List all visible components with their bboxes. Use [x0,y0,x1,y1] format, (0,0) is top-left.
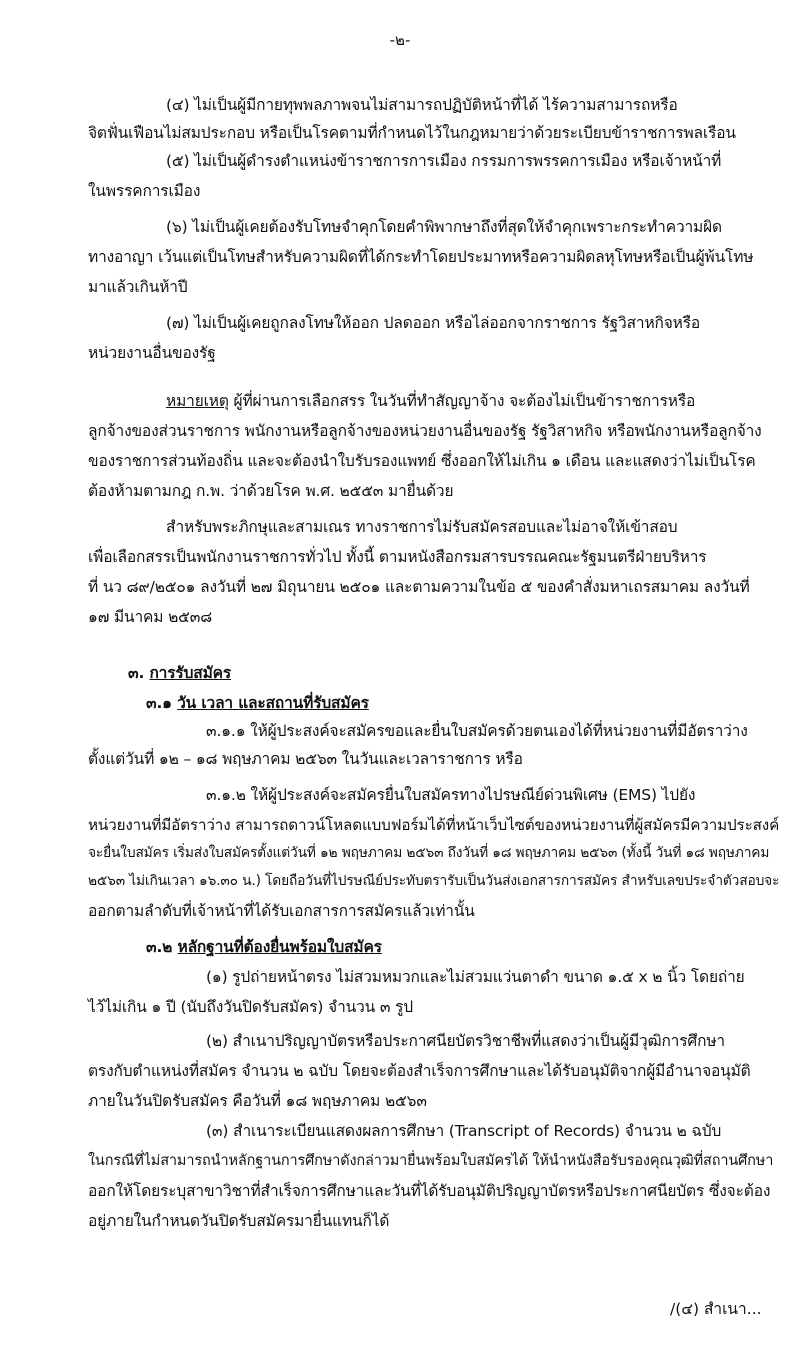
p311-line-2: ตั้งแต่วันที่ ๑๒ – ๑๘ พฤษภาคม ๒๕๖๓ ในวันและเวลาราชการ หรือ [88,750,523,768]
subsection-3-1-title: วัน เวลา และสถานที่รับสมัคร [177,694,369,712]
qual-7-line-1: (๗) ไม่เป็นผู้เคยถูกลงโทษให้ออก ปลดออก หรือไล่ออกจากราชการ รัฐวิสาหกิจหรือ [166,314,701,332]
subsection-3-2-title: หลักฐานที่ต้องยื่นพร้อมใบสมัคร [177,938,382,956]
note-line-1-text: ผู้ที่ผ่านการเลือกสรร ในวันที่ทำสัญญาจ้าง จะต้องไม่เป็นข้าราชการหรือ [228,392,696,410]
note-line-2: ลูกจ้างของส่วนราชการ พนักงานหรือลูกจ้างของหน่วยงานอื่นของรัฐ รัฐวิสาหกิจ หรือพนักงานหรือลูกจ้าง [88,422,762,440]
note-label: หมายเหตุ [166,392,229,410]
doc-3-line-4: อยู่ภายในกำหนดวันปิดรับสมัครมายื่นแทนก็ได้ [88,1212,390,1230]
p312-line-1: ๓.๑.๒ ให้ผู้ประสงค์จะสมัครยื่นใบสมัครทางไปรษณีย์ด่วนพิเศษ (EMS) ไปยัง [206,786,696,804]
doc-3-line-2: ในกรณีที่ไม่สามารถนำหลักฐานการศึกษาดังกล่าวมายื่นพร้อมใบสมัครได้ ให้นำหนังสือรับรองคุณวุฒิที่สถานศึกษา [88,1153,774,1169]
p312-line-5: ออกตามลำดับที่เจ้าหน้าที่ได้รับเอกสารการสมัครแล้วเท่านั้น [88,902,475,920]
doc-3-line-1: (๓) สำเนาระเบียนแสดงผลการศึกษา (Transcript of Records) จำนวน ๒ ฉบับ [206,1122,722,1140]
monks-line-3: ที่ นว ๘๙/๒๕๐๑ ลงวันที่ ๒๗ มิถุนายน ๒๕๐๑ และตามความในข้อ ๕ ของคำสั่งมหาเถรสมาคม ลงวันที่ [88,578,750,596]
doc-2-line-2: ตรงกับตำแหน่งที่สมัคร จำนวน ๒ ฉบับ โดยจะต้องสำเร็จการศึกษาและได้รับอนุมัติจากผู้มีอำนาจอนุมัติ [88,1062,751,1080]
subsection-3-2-number: ๓.๒ [146,938,173,956]
doc-3-line-3: ออกให้โดยระบุสาขาวิชาที่สำเร็จการศึกษาและวันที่ได้รับอนุมัติปริญญาบัตรหรือประกาศนียบัตร ซึ่งจะต้อง [88,1182,771,1200]
p312-line-2: หน่วยงานที่มีอัตราว่าง สามารถดาวน์โหลดแบบฟอร์มได้ที่หน้าเว็บไซต์ของหน่วยงานที่ผู้สมัครมีความประสงค์ [88,816,780,834]
qual-5-line-1: (๕) ไม่เป็นผู้ดำรงตำแหน่งข้าราชการการเมือง กรรมการพรรคการเมือง หรือเจ้าหน้าที่ [166,152,722,170]
doc-1-line-2: ไว้ไม่เกิน ๑ ปี (นับถึงวันปิดรับสมัคร) จำนวน ๓ รูป [88,998,413,1016]
qual-6-line-1: (๖) ไม่เป็นผู้เคยต้องรับโทษจำคุกโดยคำพิพากษาถึงที่สุดให้จำคุกเพราะกระทำความผิด [166,218,722,236]
qual-6-line-2: ทางอาญา เว้นแต่เป็นโทษสำหรับความผิดที่ได้กระทำโดยประมาทหรือความผิดลหุโทษหรือเป็นผู้พ้นโทษ [88,248,754,266]
qual-4-line-2: จิตฟั่นเฟือนไม่สมประกอบ หรือเป็นโรคตามที่กำหนดไว้ในกฎหมายว่าด้วยระเบียบข้าราชการพลเรือน [88,124,736,142]
p312-line-3: จะยื่นใบสมัคร เริ่มส่งใบสมัครตั้งแต่วันที่ ๑๒ พฤษภาคม ๒๕๖๓ ถึงวันที่ ๑๘ พฤษภาคม ๒๕๖๓ (ทั้งนี้ วันที่ ๑๘ พฤษภาคม [88,845,770,861]
p312-line-4: ๒๕๖๓ ไม่เกินเวลา ๑๖.๓๐ น.) โดยถือวันที่ไปรษณีย์ประทับตรารับเป็นวันส่งเอกสารการสมัคร สำหรับเลขประจำตัวสอบจะ [88,873,780,889]
continuation-footer: /(๔) สำเนา... [670,1300,762,1318]
section-3-title: การรับสมัคร [149,664,232,682]
subsection-3-2-heading [146,936,382,958]
qual-6-line-3: มาแล้วเกินห้าปี [88,278,188,296]
qual-4-line-1: (๔) ไม่เป็นผู้มีกายทุพพลภาพจนไม่สามารถปฏิบัติหน้าที่ได้ ไร้ความสามารถหรือ [166,96,678,114]
qual-5-line-2: ในพรรคการเมือง [88,182,201,200]
p311-line-1: ๓.๑.๑ ให้ผู้ประสงค์จะสมัครขอและยื่นใบสมัครด้วยตนเองได้ที่หน่วยงานที่มีอัตราว่าง [206,722,748,740]
page-number: -๒- [389,31,411,49]
subsection-3-1-heading [146,692,369,714]
doc-2-line-3: ภายในวันปิดรับสมัคร คือวันที่ ๑๘ พฤษภาคม ๒๕๖๓ [88,1092,427,1110]
monks-line-1: สำหรับพระภิกษุและสามเณร ทางราชการไม่รับสมัครสอบและไม่อาจให้เข้าสอบ [166,518,678,536]
qual-7-line-2: หน่วยงานอื่นของรัฐ [88,344,216,362]
doc-2-line-1: (๒) สำเนาปริญญาบัตรหรือประกาศนียบัตรวิชาชีพที่แสดงว่าเป็นผู้มีวุฒิการศึกษา [206,1032,725,1050]
monks-line-2: เพื่อเลือกสรรเป็นพนักงานราชการทั่วไป ทั้งนี้ ตามหนังสือกรมสารบรรณคณะรัฐมนตรีฝ่ายบริหาร [88,548,707,566]
note-line-4: ต้องห้ามตามกฎ ก.พ. ว่าด้วยโรค พ.ศ. ๒๕๕๓ มายื่นด้วย [88,482,454,500]
subsection-3-1-number: ๓.๑ [146,694,172,712]
note-line-3: ของราชการส่วนท้องถิ่น และจะต้องนำใบรับรองแพทย์ ซึ่งออกให้ไม่เกิน ๑ เดือน และแสดงว่าไม่เป็นโรค [88,452,756,470]
doc-1-line-1: (๑) รูปถ่ายหน้าตรง ไม่สวมหมวกและไม่สวมแว่นตาดำ ขนาด ๑.๕ x ๒ นิ้ว โดยถ่าย [206,968,745,986]
monks-line-4: ๑๗ มีนาคม ๒๕๓๘ [88,608,213,626]
section-3-heading [128,662,231,684]
section-3-number: ๓. [128,664,145,682]
note-line-1 [166,390,695,412]
